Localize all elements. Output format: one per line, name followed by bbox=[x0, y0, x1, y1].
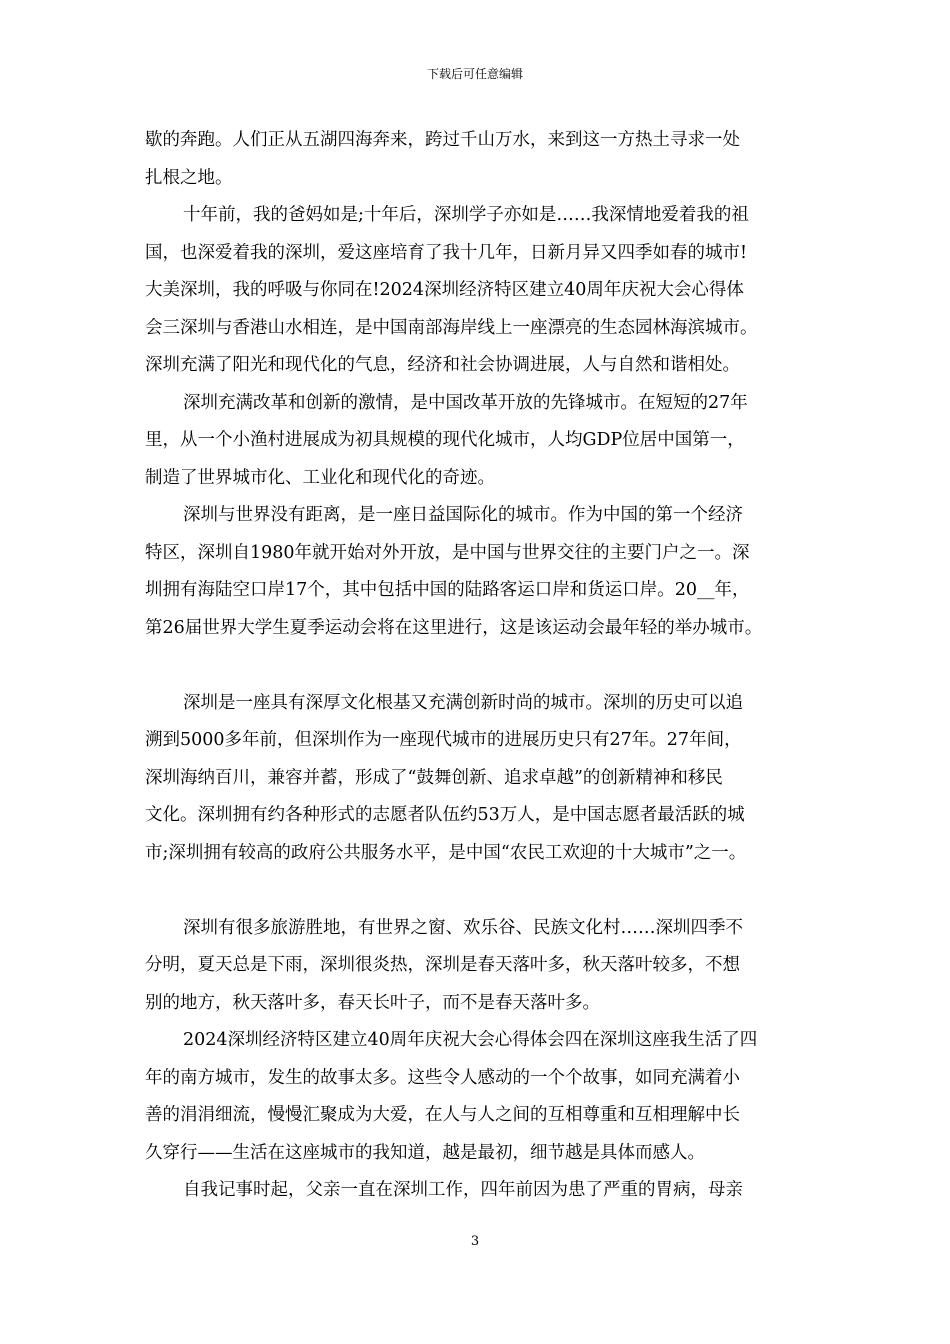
text-line: 深圳充满了阳光和现代化的气息，经济和社会协调进展，人与自然和谐相处。 bbox=[145, 355, 740, 375]
text-line: 扎根之地。 bbox=[145, 167, 233, 188]
text-line: 深圳有很多旅游胜地，有世界之窗、欢乐谷、民族文化村……深圳四季不 bbox=[183, 917, 743, 938]
text-line: 圳拥有海陆空口岸17个，其中包括中国的陆路客运口岸和货运口岸。20__年， bbox=[145, 580, 750, 600]
page-number: 3 bbox=[470, 1234, 480, 1249]
text-line: 溯到5000多年前，但深圳作为一座现代城市的进展历史只有27年。27年间， bbox=[145, 730, 742, 750]
text-line: 久穿行——生活在这座城市的我知道，越是最初，细节越是具体而感人。 bbox=[145, 1142, 705, 1163]
text-line: 国，也深爱着我的深圳，爱这座培育了我十几年，日新月异又四季如春的城市! bbox=[145, 242, 748, 263]
text-line: 歇的奔跑。人们正从五湖四海奔来，跨过千山万水，来到这一方热土寻求一处 bbox=[145, 130, 740, 150]
text-line: 分明，夏天总是下雨，深圳很炎热，深圳是春天落叶多，秋天落叶较多，不想 bbox=[145, 955, 740, 975]
text-line: 十年前，我的爸妈如是;十年后，深圳学子亦如是……我深情地爱着我的祖 bbox=[183, 205, 749, 225]
text-line: 特区，深圳自1980年就开始对外开放，是中国与世界交往的主要门户之一。深 bbox=[145, 542, 750, 563]
text-line: 深圳充满改革和创新的激情，是中国改革开放的先锋城市。在短短的27年 bbox=[183, 392, 748, 413]
text-line: 制造了世界城市化、工业化和现代化的奇迹。 bbox=[145, 467, 495, 488]
document-body bbox=[145, 122, 810, 1210]
text-line: 别的地方，秋天落叶多，春天长叶子，而不是春天落叶多。 bbox=[145, 992, 600, 1013]
text-line: 第26届世界大学生夏季运动会将在这里进行，这是该运动会最年轻的举办城市。 bbox=[145, 617, 763, 638]
text-line: 会三深圳与香港山水相连，是中国南部海岸线上一座漂亮的生态园林海滨城市。 bbox=[145, 317, 758, 338]
text-line: 年的南方城市，发生的故事太多。这些令人感动的一个个故事，如同充满着小 bbox=[145, 1067, 740, 1088]
page-header: 下载后可任意编辑 bbox=[426, 67, 523, 81]
text-line: 自我记事时起，父亲一直在深圳工作，四年前因为患了严重的胃病，母亲 bbox=[183, 1180, 743, 1200]
paragraph-gap bbox=[145, 872, 810, 910]
text-line: 深圳与世界没有距离，是一座日益国际化的城市。作为中国的第一个经济 bbox=[183, 505, 743, 525]
text-line: 善的涓涓细流，慢慢汇聚成为大爱，在人与人之间的互相尊重和互相理解中长 bbox=[145, 1105, 740, 1125]
text-line: 深圳是一座具有深厚文化根基又充满创新时尚的城市。深圳的历史可以追 bbox=[183, 692, 743, 713]
text-line: 2024深圳经济特区建立40周年庆祝大会心得体会四在深圳这座我生活了四 bbox=[183, 1030, 758, 1050]
text-line: 市;深圳拥有较高的政府公共服务水平，是中国“农民工欢迎的十大城市”之一。 bbox=[145, 842, 747, 863]
paragraph-gap bbox=[145, 647, 810, 685]
text-line: 文化。深圳拥有约各种形式的志愿者队伍约53万人，是中国志愿者最活跃的城 bbox=[145, 805, 745, 825]
text-line: 大美深圳，我的呼吸与你同在!2024深圳经济特区建立40周年庆祝大会心得体 bbox=[145, 280, 744, 300]
text-line: 深圳海纳百川，兼容并蓄，形成了“鼓舞创新、追求卓越”的创新精神和移民 bbox=[145, 767, 723, 788]
text-line: 里，从一个小渔村进展成为初具规模的现代化城市，人均GDP位居中国第一， bbox=[145, 430, 745, 450]
